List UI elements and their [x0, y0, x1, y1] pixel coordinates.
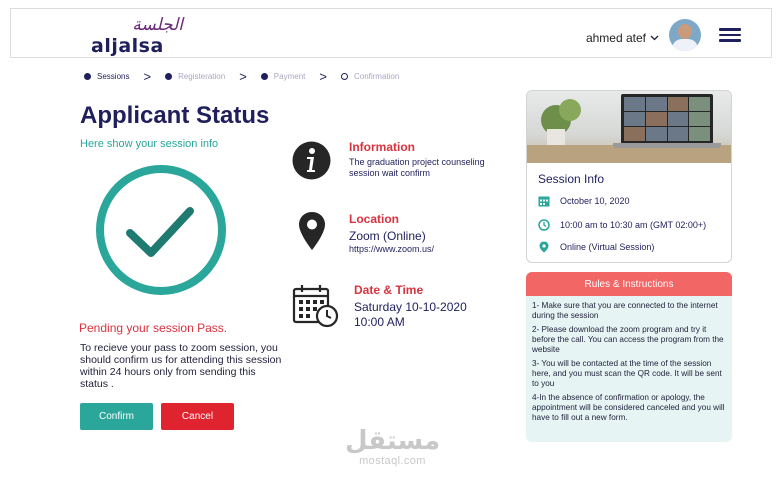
information-title: Information	[349, 140, 415, 154]
user-menu[interactable]	[586, 31, 659, 45]
hamburger-menu-icon[interactable]	[719, 28, 741, 42]
location-link[interactable]: https://www.zoom.us/	[349, 244, 435, 254]
session-date: October 10, 2020	[560, 196, 630, 206]
logo-arabic-text: الجلسة	[132, 15, 183, 35]
step-sessions[interactable]	[84, 72, 129, 81]
avatar-face	[678, 24, 692, 39]
rule-item: 1- Make sure that you are connected to the internet during the session	[532, 301, 718, 320]
user-name: ahmed atef	[585, 31, 646, 45]
step-dot	[165, 73, 172, 80]
session-mode: Online (Virtual Session)	[560, 242, 655, 252]
rule-item: 2- Please download the zoom program and try it before the call. You can access the program from the website	[532, 325, 724, 354]
avatar[interactable]	[669, 19, 701, 51]
mostaql-watermark	[340, 427, 445, 467]
watermark-english: mostaql.com	[359, 455, 426, 467]
confirm-button[interactable]: Confirm	[80, 403, 153, 430]
session-mode-row	[538, 241, 654, 253]
aljalsa-logo[interactable]	[91, 15, 191, 55]
step-payment[interactable]	[261, 72, 306, 81]
session-photo	[527, 91, 732, 163]
step-label: Registeration	[178, 72, 226, 81]
rules-title: Rules & Instructions	[526, 272, 732, 296]
page-title: Applicant Status	[80, 102, 270, 129]
clock-icon	[538, 219, 550, 231]
pending-status: Pending your session Pass.	[79, 321, 228, 335]
step-label: Confirmation	[353, 72, 400, 81]
location-name: Zoom (Online)	[349, 229, 426, 243]
datetime-time: 10:00 AM	[354, 315, 405, 329]
chevron-down-icon	[650, 35, 659, 41]
session-time-row	[538, 219, 706, 231]
datetime-date: Saturday 10-10-2020	[354, 300, 467, 314]
location-pin-icon	[538, 241, 550, 253]
info-icon	[292, 141, 331, 180]
step-arrow-icon: >	[319, 69, 327, 84]
progress-steps	[84, 70, 399, 83]
session-date-row	[538, 195, 630, 207]
laptop-video-call-image	[621, 94, 713, 144]
step-dot	[261, 73, 268, 80]
cancel-button[interactable]: Cancel	[161, 403, 234, 430]
logo-english-text: aljalsa	[91, 35, 164, 57]
top-header	[10, 8, 772, 58]
datetime-title: Date & Time	[354, 283, 424, 297]
information-text: The graduation project counseling session wait confirm	[349, 157, 485, 178]
status-description: To recieve your pass to zoom session, you should confirm us for attending this session within 24 hours only from sending this status .	[80, 342, 282, 390]
calendar-icon	[538, 195, 550, 207]
checkmark-circle-icon	[94, 163, 228, 297]
step-registeration[interactable]	[165, 72, 225, 81]
step-arrow-icon: >	[143, 69, 152, 84]
location-title: Location	[349, 212, 399, 226]
watermark-arabic: مستقل	[344, 426, 441, 456]
page-subtitle: Here show your session info	[80, 138, 219, 150]
location-pin-icon	[298, 211, 326, 251]
rules-panel	[526, 272, 732, 442]
calendar-clock-icon	[292, 284, 340, 328]
session-time: 10:00 am to 10:30 am (GMT 02:00+)	[560, 220, 707, 230]
rule-item: 3- You will be contacted at the time of the session here, and you must scan the QR code. It will be sent to you	[532, 359, 722, 388]
session-info-card	[526, 90, 732, 263]
step-arrow-icon: >	[239, 69, 247, 84]
avatar-shirt	[672, 39, 698, 51]
session-info-title: Session Info	[538, 172, 605, 186]
step-label: Payment	[273, 72, 306, 81]
rule-item: 4-In the absence of confirmation or apology, the appointment will be considered canceled and you will have to fill out a new form.	[532, 393, 725, 422]
step-confirmation[interactable]	[341, 72, 399, 81]
step-dot	[84, 73, 91, 80]
step-dot	[341, 73, 348, 80]
step-label: Sessions	[97, 72, 130, 81]
